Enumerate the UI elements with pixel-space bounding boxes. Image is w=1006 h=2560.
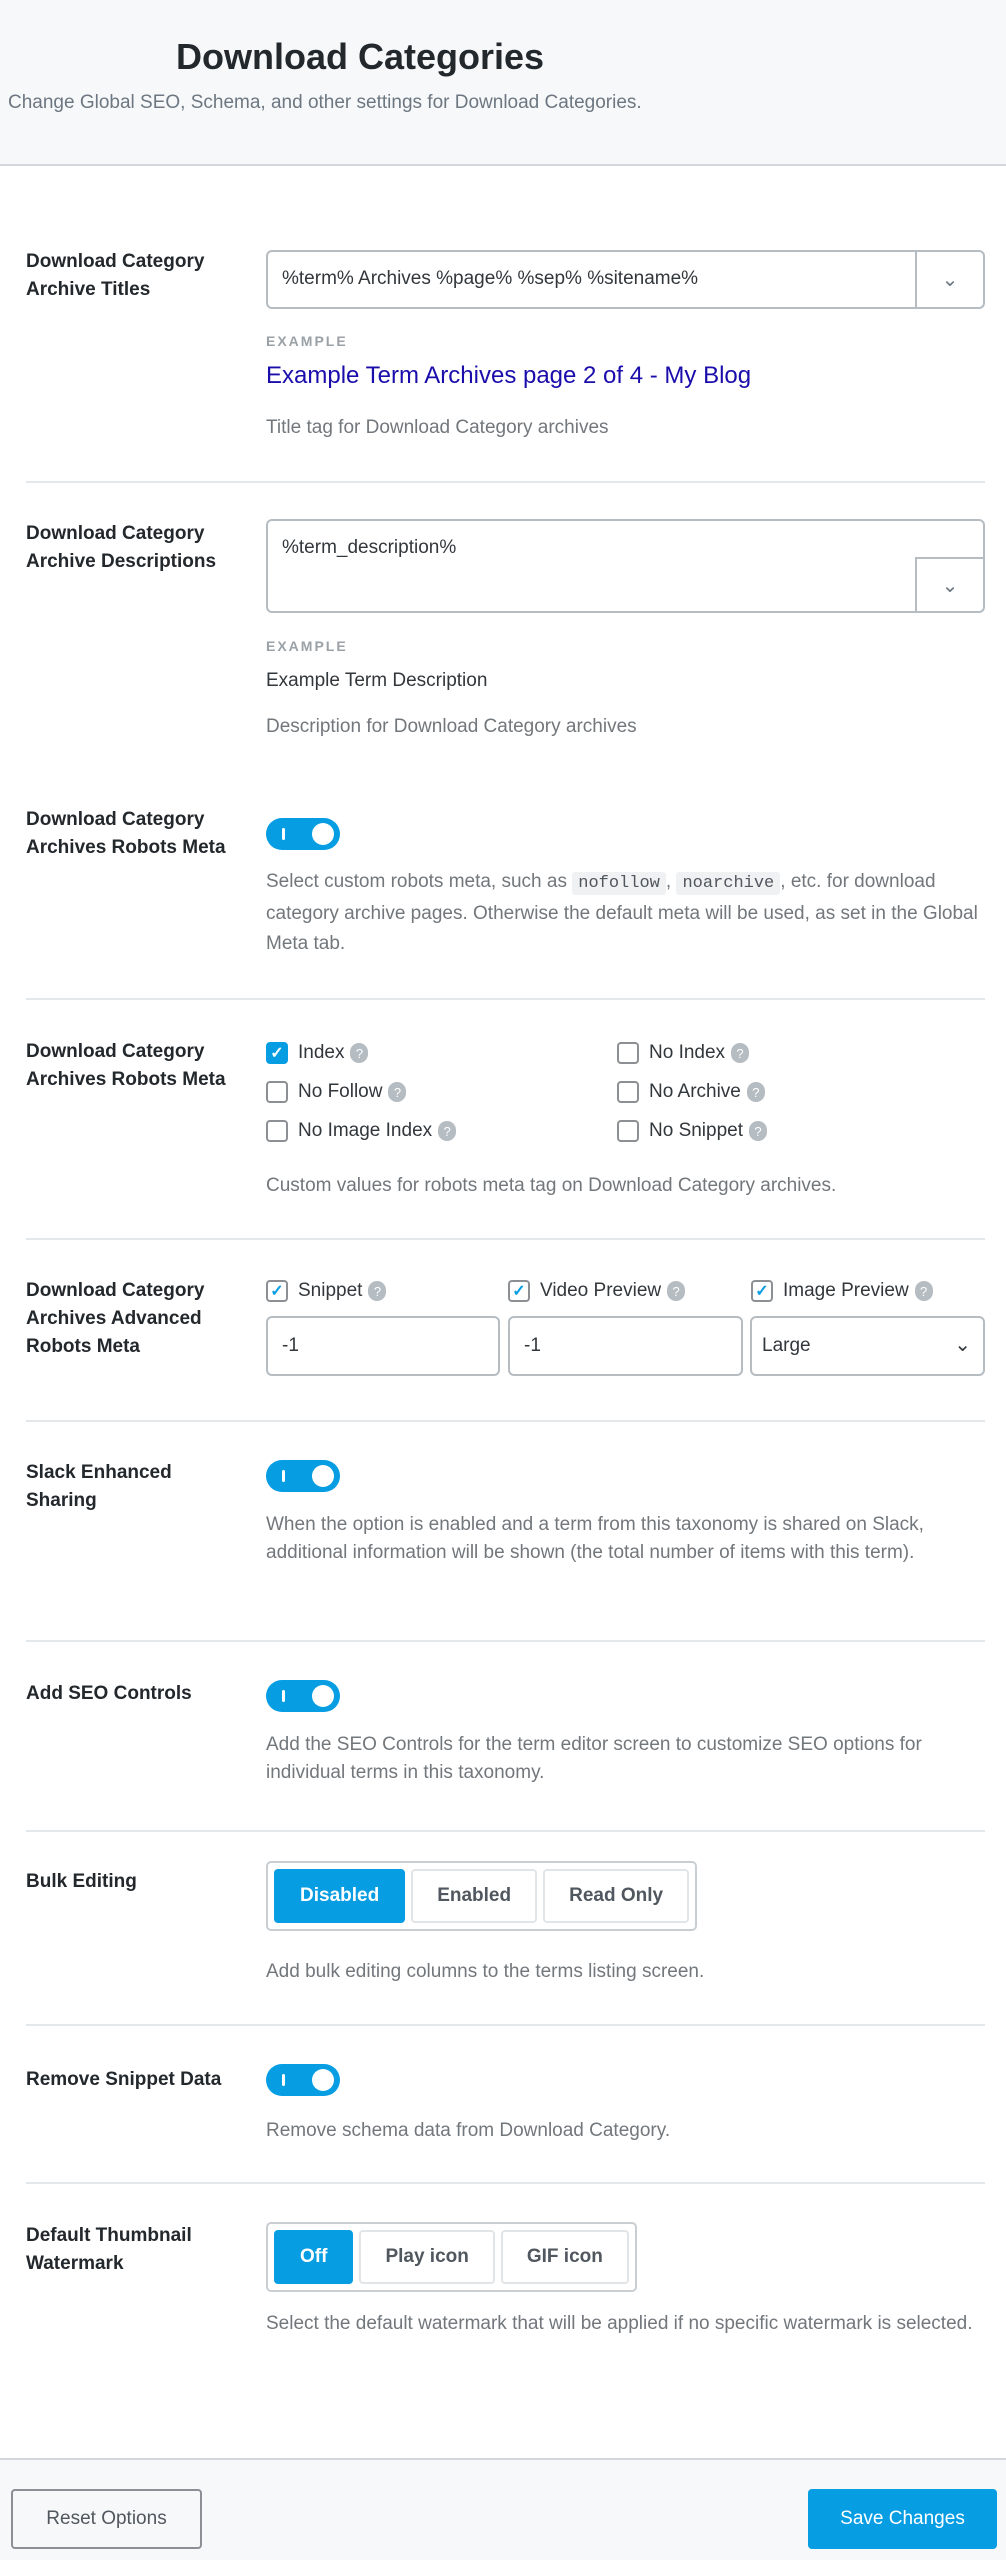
help-icon[interactable]: ? [915,1281,933,1301]
bulk-editing-description: Add bulk editing columns to the terms listing screen. [266,1961,705,1982]
checkbox-no-follow[interactable]: No Follow ? [266,1081,406,1103]
divider [26,1830,985,1832]
help-icon[interactable]: ? [731,1043,749,1063]
divider [26,1420,985,1422]
bulk-enabled-button[interactable]: Enabled [411,1869,537,1923]
watermark-group [266,2222,637,2292]
robots-meta-toggle-description: Select custom robots meta, such as nofollow , noarchive , etc. for download category archive pages. Otherwise the default meta will be used, as set in the Global Meta tab. [266,871,978,954]
checkbox-checked-icon: ✓ [266,1042,288,1064]
example-label: EXAMPLE [266,638,348,654]
page-title: Download Categories [176,36,545,77]
archive-descriptions-label: Download Category Archive Descriptions [26,523,217,572]
page-subtitle: Change Global SEO, Schema, and other settings for Download Categories. [8,92,642,113]
checkbox-icon [617,1081,639,1103]
archive-titles-input[interactable] [266,250,985,309]
archive-descriptions-value: %term_description% [282,537,457,558]
watermark-description: Select the default watermark that will be applied if no specific watermark is selected. [266,2313,973,2334]
divider [26,998,985,1000]
chevron-down-icon: ⌄ [941,269,959,291]
help-icon[interactable]: ? [350,1043,368,1063]
chevron-down-icon: ⌄ [941,574,959,597]
divider [26,2024,985,2026]
checkbox-no-archive[interactable]: No Archive ? [617,1081,765,1103]
variables-dropdown-button[interactable] [915,252,983,307]
checkbox-snippet[interactable]: ✓ Snippet ? [266,1280,386,1302]
archive-titles-value: %term% Archives %page% %sep% %sitename% [282,268,699,289]
remove-snippet-description: Remove schema data from Download Category. [266,2120,671,2141]
checkbox-index[interactable]: ✓ Index ? [266,1042,368,1064]
checkbox-icon [617,1120,639,1142]
checkbox-no-image-index[interactable]: No Image Index ? [266,1120,456,1142]
divider [26,2182,985,2184]
watermark-gif-icon-button[interactable]: GIF icon [501,2230,629,2284]
robots-meta-label: Download Category Archives Robots Meta [26,1041,226,1090]
checkbox-icon [266,1081,288,1103]
checkbox-checked-icon: ✓ [751,1280,773,1302]
robots-meta-toggle-label: Download Category Archives Robots Meta [26,809,226,858]
help-icon[interactable]: ? [747,1082,765,1102]
slack-sharing-description: When the option is enabled and a term from this taxonomy is shared on Slack, additional information will be shown (the total number of items with this term). [266,1514,924,1563]
archive-titles-description: Title tag for Download Category archives [266,417,609,438]
remove-snippet-label: Remove Snippet Data [26,2069,222,2090]
checkbox-video-preview[interactable]: ✓ Video Preview ? [508,1280,685,1302]
divider [26,1238,985,1240]
help-icon[interactable]: ? [438,1121,456,1141]
help-icon[interactable]: ? [749,1121,767,1141]
checkbox-checked-icon: ✓ [508,1280,530,1302]
checkbox-image-preview[interactable]: ✓ Image Preview ? [751,1280,933,1302]
bulk-disabled-button[interactable]: Disabled [274,1869,405,1923]
checkbox-icon [617,1042,639,1064]
bulk-editing-group [266,1861,697,1931]
help-icon[interactable]: ? [388,1082,406,1102]
nofollow-code: nofollow [572,872,666,895]
remove-snippet-toggle[interactable] [266,2064,340,2096]
help-icon[interactable]: ? [667,1281,685,1301]
checkbox-no-index[interactable]: No Index ? [617,1042,749,1064]
robots-meta-toggle[interactable] [266,818,340,850]
snippet-length-input[interactable]: -1 [266,1316,500,1376]
robots-meta-description: Custom values for robots meta tag on Download Category archives. [266,1175,837,1196]
bulk-editing-label: Bulk Editing [26,1871,137,1892]
checkbox-no-snippet[interactable]: No Snippet ? [617,1120,767,1142]
video-preview-length-input[interactable]: -1 [508,1316,743,1376]
seo-controls-label: Add SEO Controls [26,1683,192,1704]
example-title: Example Term Archives page 2 of 4 - My Blog [266,362,752,389]
save-changes-button[interactable]: Save Changes [808,2489,997,2549]
slack-sharing-toggle[interactable] [266,1460,340,1492]
page-header [0,0,1006,166]
bulk-read-only-button[interactable]: Read Only [543,1869,689,1923]
archive-descriptions-description: Description for Download Category archives [266,716,637,737]
chevron-down-icon: ⌄ [954,1334,971,1356]
divider [26,481,985,483]
watermark-play-icon-button[interactable]: Play icon [359,2230,494,2284]
seo-controls-description: Add the SEO Controls for the term editor screen to customize SEO options for individual terms in this taxonomy. [266,1734,922,1783]
checkbox-icon [266,1120,288,1142]
example-description: Example Term Description [266,670,488,691]
divider [26,1640,985,1642]
watermark-label: Default Thumbnail Watermark [26,2225,192,2274]
advanced-robots-label: Download Category Archives Advanced Robots Meta [26,1280,205,1357]
example-label: EXAMPLE [266,333,348,349]
checkbox-checked-icon: ✓ [266,1280,288,1302]
help-icon[interactable]: ? [368,1281,386,1301]
archive-descriptions-textarea[interactable] [266,519,985,613]
variables-dropdown-button[interactable] [915,557,983,611]
reset-options-button[interactable]: Reset Options [11,2489,202,2549]
image-preview-select[interactable]: Large ⌄ [750,1316,985,1376]
archive-titles-label: Download Category Archive Titles [26,251,205,300]
seo-controls-toggle[interactable] [266,1680,340,1712]
noarchive-code: noarchive [676,872,780,895]
watermark-off-button[interactable]: Off [274,2230,353,2284]
slack-sharing-label: Slack Enhanced Sharing [26,1462,172,1511]
